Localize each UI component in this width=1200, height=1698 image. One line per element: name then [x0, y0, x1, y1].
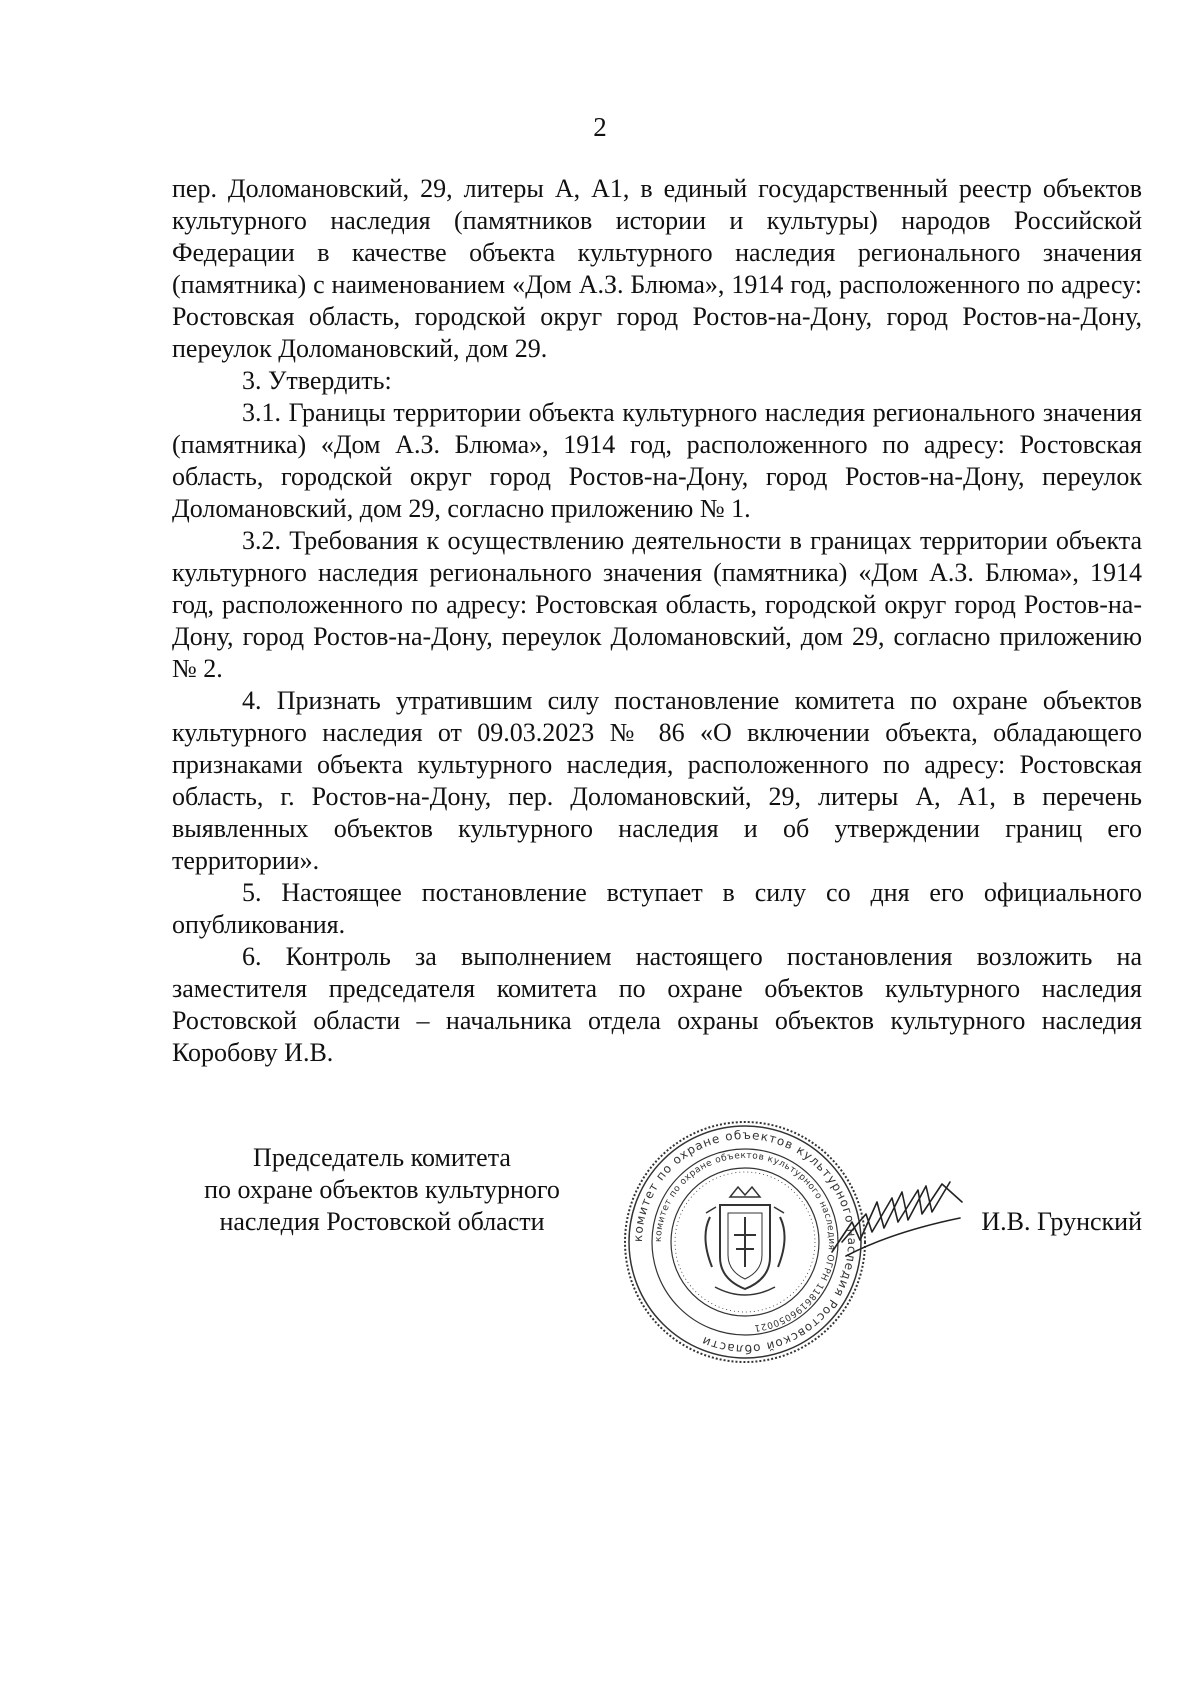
paragraph-continuation: пер. Доломановский, 29, литеры А, А1, в единый государственный реестр объектов культурного наследия (памятников истории и культуры) народов Российской Федерации в качестве объекта культурного наследия регионального значения (памятника) с наименованием «Дом А.З. Блюма», 1914 год, расположенного по адресу: Ростовская область, городской округ город Ростов-на-Дону, город Ростов-на-Дону, переулок Доломановский, дом 29. — [172, 174, 1142, 363]
svg-text:комитет по охране объектов кул: комитет по охране объектов культурного наследия ОГРН 1186196050021 — [653, 1150, 837, 1333]
paragraph-item-5: 5. Настоящее постановление вступает в силу со дня его официального опубликования. — [172, 878, 1142, 939]
page-number: 2 — [593, 112, 607, 142]
paragraph-item-3: 3. Утвердить: — [242, 366, 392, 395]
signer-title — [172, 1142, 592, 1238]
signer-title-line: по охране объектов культурного — [204, 1175, 560, 1204]
document-body — [172, 173, 1142, 1069]
paragraph-item-3-2: 3.2. Требования к осуществлению деятельности в границах территории объекта культурного наследия регионального значения (памятника) «Дом А.З. Блюма», 1914 год, расположенного по адресу: Ростовская область, городской округ город Ростов-на-Дону, город Ростов-на-Дону, переулок Доломановский, дом 29, согласно приложению № 2. — [172, 526, 1142, 683]
paragraph-item-6: 6. Контроль за выполнением настоящего постановления возложить на заместителя председателя комитета по охране объектов культурного наследия Ростовской области – начальника отдела охраны объектов культурного наследия Коробову И.В. — [172, 942, 1142, 1067]
paragraph-item-3-1: 3.1. Границы территории объекта культурного наследия регионального значения (памятника) «Дом А.З. Блюма», 1914 год, расположенного по адресу: Ростовская область, городской округ город Ростов-на-Дону, город Ростов-на-Дону, переулок Доломановский, дом 29, согласно приложению № 1. — [172, 398, 1142, 523]
svg-text:комитет по охране объектов кул: комитет по охране объектов культурного наследия Ростовской области — [630, 1127, 860, 1357]
signer-title-line: Председатель комитета — [253, 1143, 511, 1172]
signature-block — [172, 1127, 1142, 1402]
handwritten-signature — [822, 1162, 972, 1272]
paragraph-item-4: 4. Признать утратившим силу постановление комитета по охране объектов культурного наследия от 09.03.2023 № 86 «О включении объекта, обладающего признаками объекта культурного наследия, расположенного по адресу: Ростовская область, г. Ростов-на-Дону, пер. Доломановский, 29, литеры А, А1, в перечень выявленных объектов культурного наследия и об утверждении границ его территории». — [172, 686, 1142, 875]
signer-title-line: наследия Ростовской области — [219, 1207, 545, 1236]
signer-name: И.В. Грунский — [981, 1207, 1142, 1236]
